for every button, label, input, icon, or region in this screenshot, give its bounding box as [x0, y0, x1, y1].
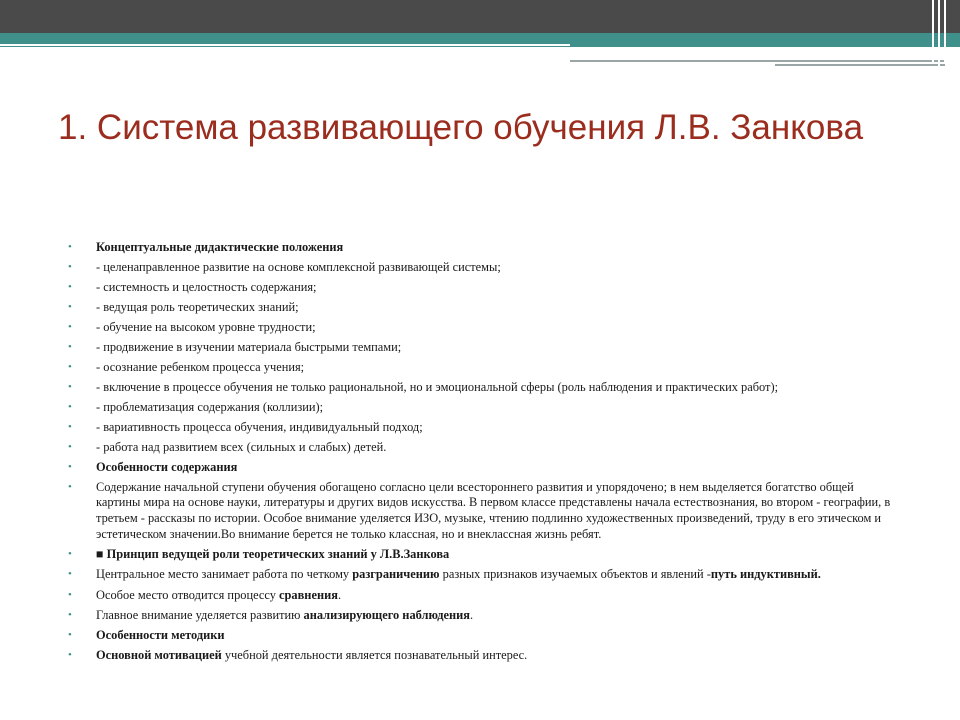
list-text: - включение в процессе обучения не только рациональной, но и эмоциональной сферы (роль наблюдения и практических работ); [96, 379, 779, 394]
decor-line [932, 0, 934, 62]
list-text: - обучение на высоком уровне трудности; [96, 319, 316, 334]
bullet-icon: • [68, 480, 72, 493]
list-text: - системность и целостность содержания; [96, 279, 317, 294]
decor-line [0, 44, 570, 46]
list-item [68, 320, 898, 336]
bullet-icon: • [68, 300, 72, 313]
emphasis-text: разграничению [352, 567, 440, 582]
bullet-icon: • [68, 648, 72, 661]
list-text: - проблематизация содержания (коллизии); [96, 399, 324, 414]
list-item [68, 440, 898, 456]
list-text: . [337, 587, 342, 602]
list-text: - вариативность процесса обучения, индивидуальный подход; [96, 419, 423, 434]
list-text: - продвижение в изучении материала быстрыми темпами; [96, 339, 402, 354]
list-text: - осознание ребенком процесса учения; [96, 359, 305, 374]
section-heading: Особенности методики [96, 627, 225, 642]
bullet-icon: • [68, 280, 72, 293]
decor-line [938, 0, 940, 68]
decor-line [570, 60, 945, 62]
slide-header-bar [0, 0, 960, 33]
list-item [68, 400, 898, 416]
list-item [68, 280, 898, 296]
section-heading: Особенности содержания [96, 459, 238, 474]
bullet-icon: • [68, 608, 72, 621]
bullet-icon: • [68, 380, 72, 393]
bullet-icon: • [68, 588, 72, 601]
bullet-icon: • [68, 340, 72, 353]
list-text: Центральное место занимает работа по четкому [96, 567, 353, 582]
list-text: Содержание начальной ступени обучения обогащено согласно цели всестороннего развития и упорядочено; в нем выделяется богатство общей картины мира на основе науки, литературы и других видов искусства. В первом классе представлены начала естествознания, во втором - географии, в третьем - рассказы по истории. Особое внимание уделяется ИЗО, музыке, чтению подлинно художественных произведений, труду в его этическом и эстетическом значении.Во внимание берется не только классная, но и внеклассная жизнь ребят. [96, 479, 891, 541]
list-text: - целенаправленное развитие на основе комплексной развивающей системы; [96, 259, 501, 274]
bullet-icon: • [68, 360, 72, 373]
emphasis-text: путь индуктивный. [710, 567, 821, 582]
bullet-icon: • [68, 440, 72, 453]
list-text: разных признаков изучаемых объектов и явлений - [439, 567, 711, 582]
decor-line [775, 64, 945, 66]
section-heading: Концептуальные дидактические положения [96, 240, 344, 254]
list-item [68, 420, 898, 436]
list-item [68, 380, 898, 396]
list-item [68, 240, 898, 256]
bullet-icon: • [68, 628, 72, 641]
list-text: . [470, 607, 474, 622]
bullet-icon: • [68, 548, 72, 561]
list-item [68, 300, 898, 316]
bullet-icon: • [68, 320, 72, 333]
bullet-icon: • [68, 568, 72, 581]
list-item [68, 340, 898, 356]
list-item [68, 360, 898, 376]
list-item [68, 608, 898, 624]
emphasis-text: сравнения [279, 587, 338, 602]
list-item [68, 480, 898, 542]
content-list [68, 240, 898, 668]
bullet-icon: • [68, 241, 72, 253]
page-title: 1. Система развивающего обучения Л.В. Занкова [58, 108, 864, 147]
bullet-icon: • [68, 260, 72, 273]
list-item [68, 460, 898, 476]
bullet-icon: • [68, 460, 72, 473]
list-item [68, 628, 898, 644]
emphasis-text: Основной мотивацией [96, 647, 222, 662]
list-text: - ведущая роль теоретических знаний; [96, 299, 299, 314]
list-item [68, 260, 898, 276]
list-item [68, 648, 898, 664]
bullet-icon: • [68, 400, 72, 413]
list-item [68, 567, 898, 583]
emphasis-text: анализирующего наблюдения [303, 607, 470, 622]
list-text: Главное внимание уделяется развитию [96, 607, 304, 622]
bullet-icon: • [68, 420, 72, 433]
decor-line [570, 53, 890, 55]
list-item [68, 547, 898, 563]
list-text: Особое место отводится процессу [96, 587, 280, 602]
decor-line [944, 0, 946, 62]
list-text: - работа над развитием всех (сильных и слабых) детей. [96, 439, 387, 454]
list-item [68, 588, 898, 604]
list-text: учебной деятельности является познавательный интерес. [221, 647, 528, 662]
section-heading: ■ Принцип ведущей роли теоретических знаний у Л.В.Занкова [96, 547, 450, 562]
